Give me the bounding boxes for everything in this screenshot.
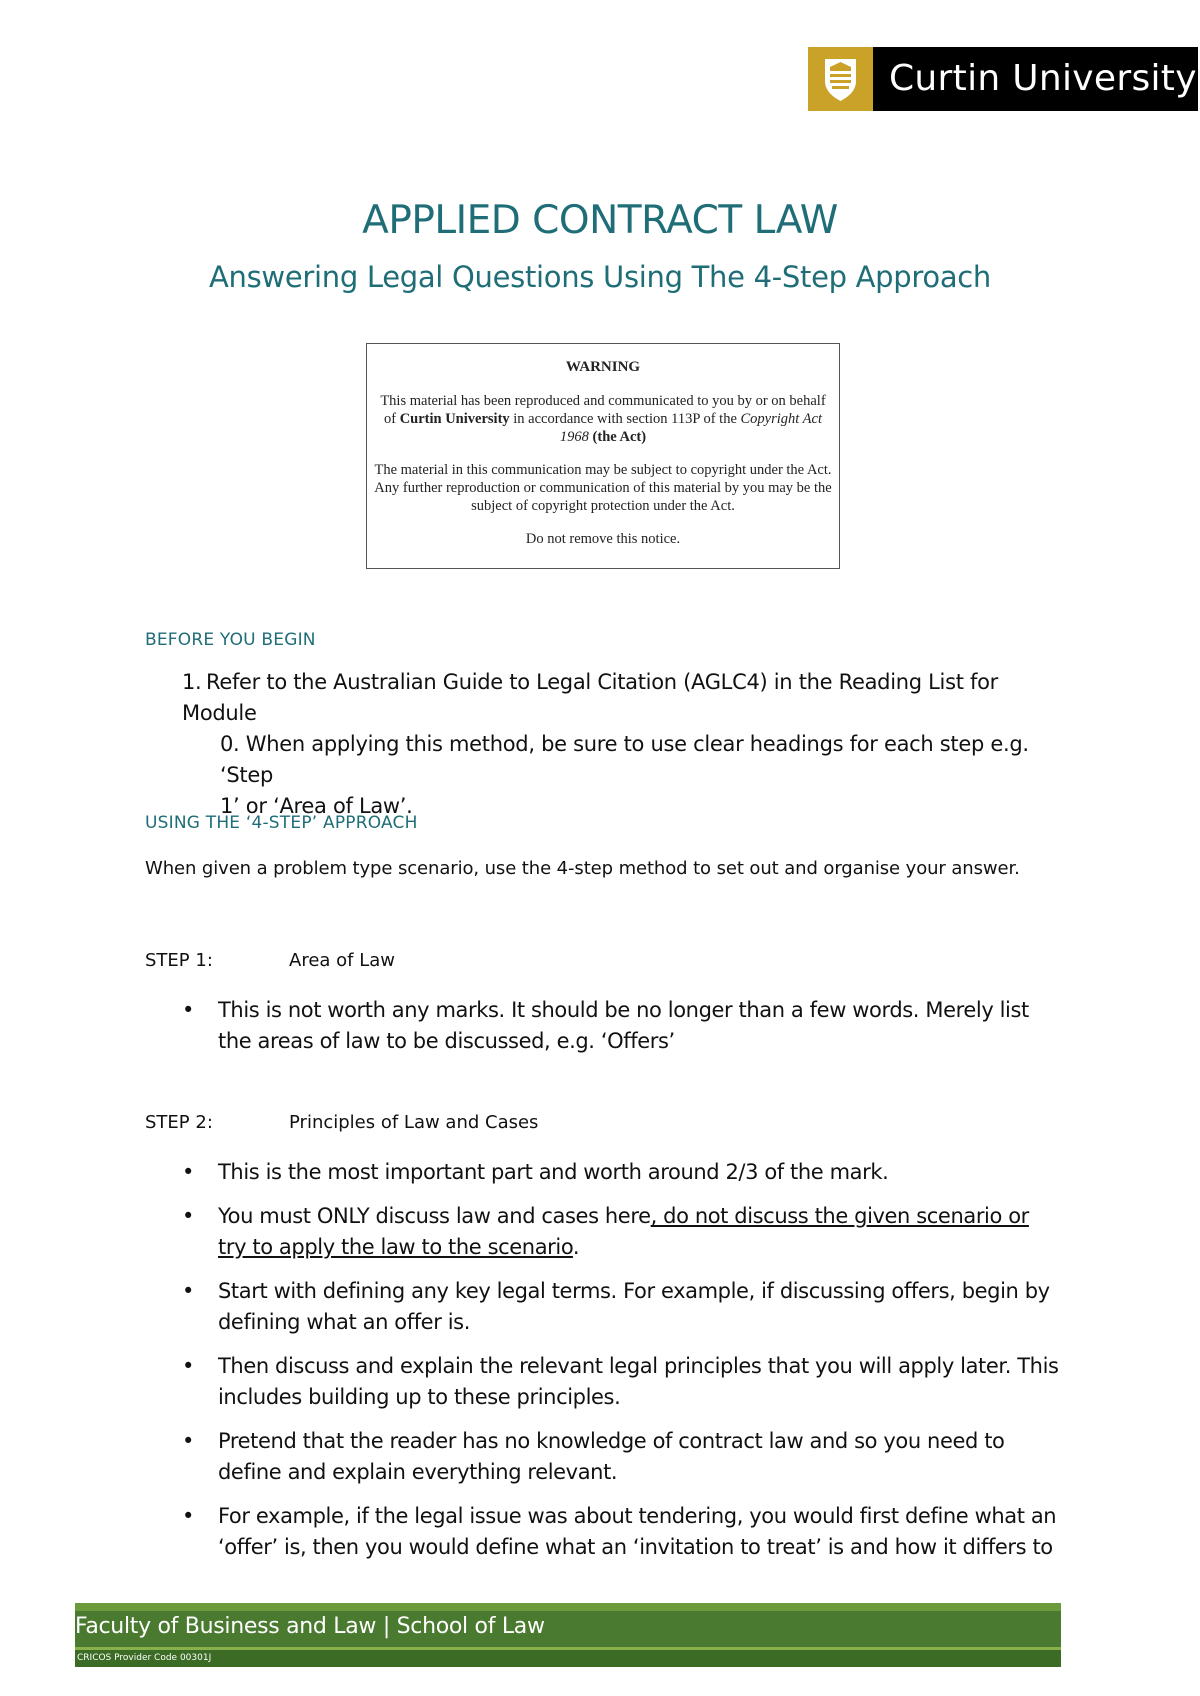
footer-text: Faculty of Business and Law | School of Law (75, 1614, 545, 1639)
list-item: • For example, if the legal issue was about tendering, you would first define what an ‘offer’ is, then you would define what an ‘invitation to treat’ is and how it differs to (182, 1504, 1057, 1559)
page-footer (75, 1603, 1061, 1667)
list-item: • This is the most important part and worth around 2/3 of the mark. (182, 1160, 889, 1184)
list-item: • Start with defining any key legal terms. For example, if discussing offers, begin by defining what an offer is. (182, 1279, 1050, 1334)
step-1-bullets (182, 995, 1062, 1070)
warning-paragraph-1: This material has been reproduced and communicated to you by or on behalf of Curtin University in accordance with section 113P of the Copyright Act 1968 (the Act) (380, 393, 826, 445)
list-item: • Pretend that the reader has no knowledge of contract law and so you need to define and explain everything relevant. (182, 1429, 1005, 1484)
logo-text: Curtin University (889, 58, 1197, 99)
document-title: APPLIED CONTRACT LAW (362, 198, 838, 243)
warning-paragraph-2: The material in this communication may be subject to copyright under the Act. Any further reproduction or communication of this material by you may be the subject of copyright protection under the Act. (374, 462, 832, 514)
list-item: • Then discuss and explain the relevant legal principles that you will apply later. This includes building up to these principles. (182, 1354, 1059, 1409)
footer-band (75, 1647, 1061, 1667)
list-item: • This is not worth any marks. It should be no longer than a few words. Merely list the areas of law to be discussed, e.g. ‘Offers’ (182, 998, 1029, 1053)
step-1-heading: STEP 1: Area of Law (145, 950, 395, 971)
footer-accent-bar (75, 1603, 1061, 1611)
step-2-heading: STEP 2: Principles of Law and Cases (145, 1112, 539, 1133)
numbered-item-1: 1. Refer to the Australian Guide to Legal Citation (AGLC4) in the Reading List for Module 0. When applying this method, be sure to use clear headings for each step e.g. ‘Step 1’ or ‘Area of Law’. (182, 670, 1029, 818)
document-subtitle: Answering Legal Questions Using The 4-Step Approach (208, 260, 992, 294)
copyright-warning-box (366, 343, 840, 569)
warning-paragraph-3: Do not remove this notice. (525, 531, 681, 547)
section-heading-before: BEFORE YOU BEGIN (145, 630, 316, 650)
list-item: • You must ONLY discuss law and cases here, do not discuss the given scenario or try to apply the law to the scenario. (182, 1204, 1029, 1259)
section-heading-using: USING THE ‘4-STEP’ APPROACH (145, 813, 418, 833)
intro-paragraph: When given a problem type scenario, use the 4-step method to set out and organise your answer. (145, 858, 1020, 879)
warning-heading: WARNING (565, 359, 641, 375)
cricos-code: CRICOS Provider Code 00301J (77, 1653, 212, 1663)
step-2-bullets (182, 1157, 1062, 1576)
curtin-crest-icon (808, 47, 873, 111)
curtin-logo (808, 47, 1198, 111)
